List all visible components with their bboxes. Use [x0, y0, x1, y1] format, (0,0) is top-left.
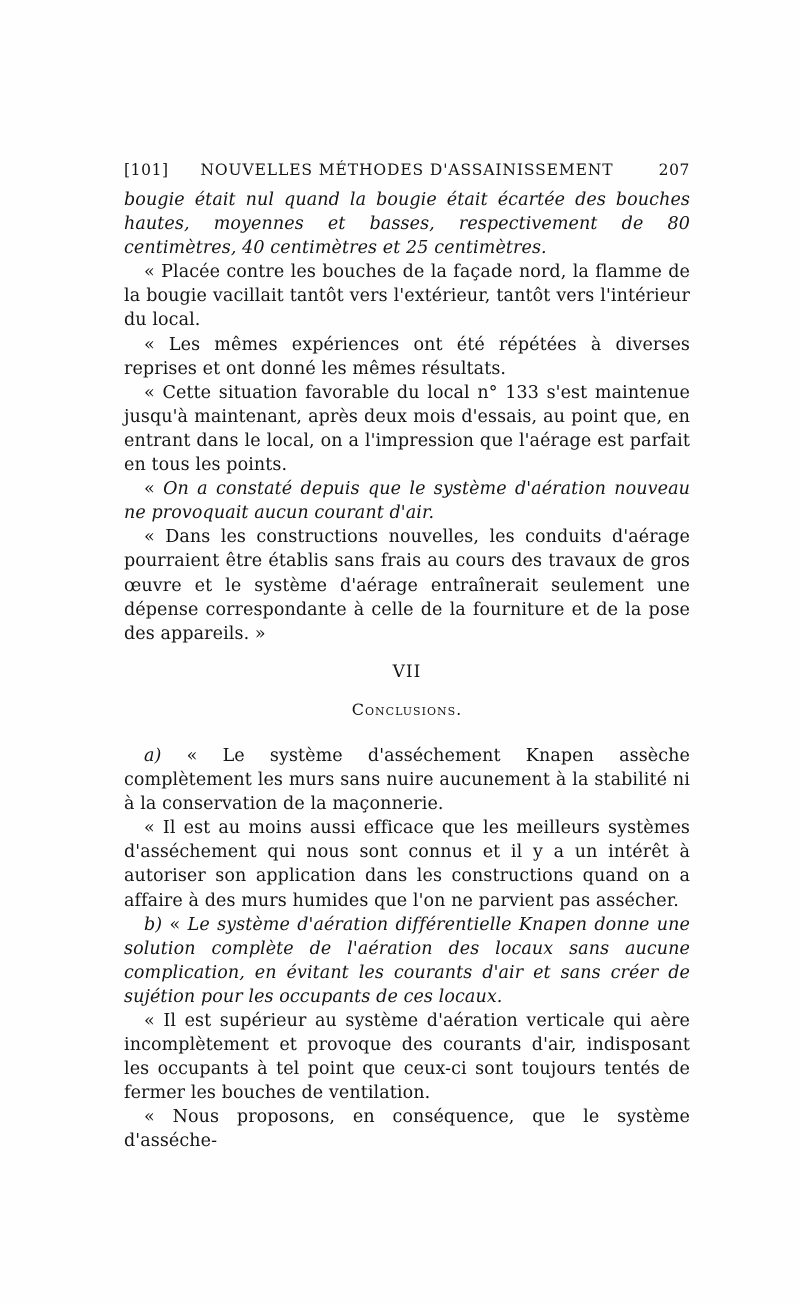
- quote-mark: «: [144, 818, 155, 839]
- paragraph-3: [124, 333, 690, 381]
- quote-mark: «: [144, 1011, 155, 1031]
- quote-mark: «: [169, 914, 181, 935]
- paragraph-2-text: Placée contre les bouches de la façade nord, la flamme de la bougie vacillait tantôt vers l'extérieur, tantôt vers l'intérieur du local.: [124, 262, 690, 331]
- paragraph-6: [124, 525, 690, 645]
- paragraph-5-text: On a constaté depuis que le système d'aération nouveau ne provoquait aucun courant d'air.: [124, 479, 690, 524]
- quote-mark: «: [144, 527, 155, 548]
- paragraph-6-text: Dans les constructions nouvelles, les conduits d'aérage pourraient être établis sans frais au cours des travaux de gros œuvre et le système d'aérage entraînerait seulement une dépense correspondante à celle de la fourniture et de la pose des appareils. »: [124, 527, 690, 644]
- conclusion-4: [124, 1009, 690, 1105]
- conclusion-2-text: Il est au moins aussi efficace que les meilleurs systèmes d'asséchement qui nous sont connus et il y a un intérêt à autoriser son application dans les constructions quand on a affaire à des murs humides que l'on ne parvient pas assécher.: [124, 818, 690, 911]
- paragraph-1: bougie était nul quand la bougie était écartée des bouches hautes, moyennes et basses, respectivement de 80 centimètres, 40 centimètres et 25 centimètres.: [124, 190, 690, 259]
- quote-mark: «: [144, 1107, 155, 1128]
- paragraph-4-text: Cette situation favorable du local n° 133 s'est maintenue jusqu'à maintenant, après deux mois d'essais, au point que, en entrant dans le local, on a l'impression que l'aérage est parfait en tous les points.: [124, 382, 690, 476]
- item-label-b: b): [144, 914, 163, 935]
- page-number: 207: [658, 161, 690, 179]
- quote-mark: «: [186, 745, 198, 766]
- quote-mark: «: [144, 262, 155, 283]
- conclusion-a: [124, 744, 690, 816]
- paragraph-5: [124, 477, 690, 525]
- quote-mark: «: [144, 334, 155, 355]
- conclusion-b: [124, 913, 690, 1009]
- running-head: [124, 158, 690, 188]
- paragraph-4: [124, 381, 690, 477]
- item-label-a: a): [144, 745, 162, 766]
- paragraph-2: [124, 260, 690, 332]
- conclusion-b-text: Le système d'aération différentielle Knapen donne une solution complète de l'aération des locaux sans aucune complication, en évitant les courants d'air et sans créer de sujétion pour les occupants de ces locaux.: [124, 914, 690, 1007]
- section-number: VII: [392, 661, 422, 682]
- conclusion-5-text: Nous proposons, en conséquence, que le système d'asséche-: [124, 1107, 690, 1152]
- quote-mark: «: [144, 382, 155, 403]
- quote-mark: «: [144, 479, 155, 500]
- conclusion-5: [124, 1105, 690, 1153]
- conclusion-a-text: Le système d'asséchement Knapen assèche complètement les murs sans nuire aucunement à la stabilité ni à la conservation de la maçonnerie.: [124, 745, 690, 815]
- conclusion-4-text: Il est supérieur au système d'aération verticale qui aère incomplètement et provoque des courants d'air, indisposant les occupants à tel point que ceux-ci sont toujours tentés de fermer les bouches de ventilation.: [124, 1011, 690, 1104]
- header-bracket-number: [101]: [124, 161, 169, 179]
- paragraph-3-text: Les mêmes expériences ont été répétées à diverses reprises et ont donné les mêmes résultats.: [124, 334, 690, 379]
- header-title: NOUVELLES MÉTHODES D'ASSAINISSEMENT: [200, 161, 614, 179]
- text-block: [124, 158, 690, 1154]
- section-title: Conclusions.: [351, 699, 463, 719]
- conclusion-2: [124, 816, 690, 912]
